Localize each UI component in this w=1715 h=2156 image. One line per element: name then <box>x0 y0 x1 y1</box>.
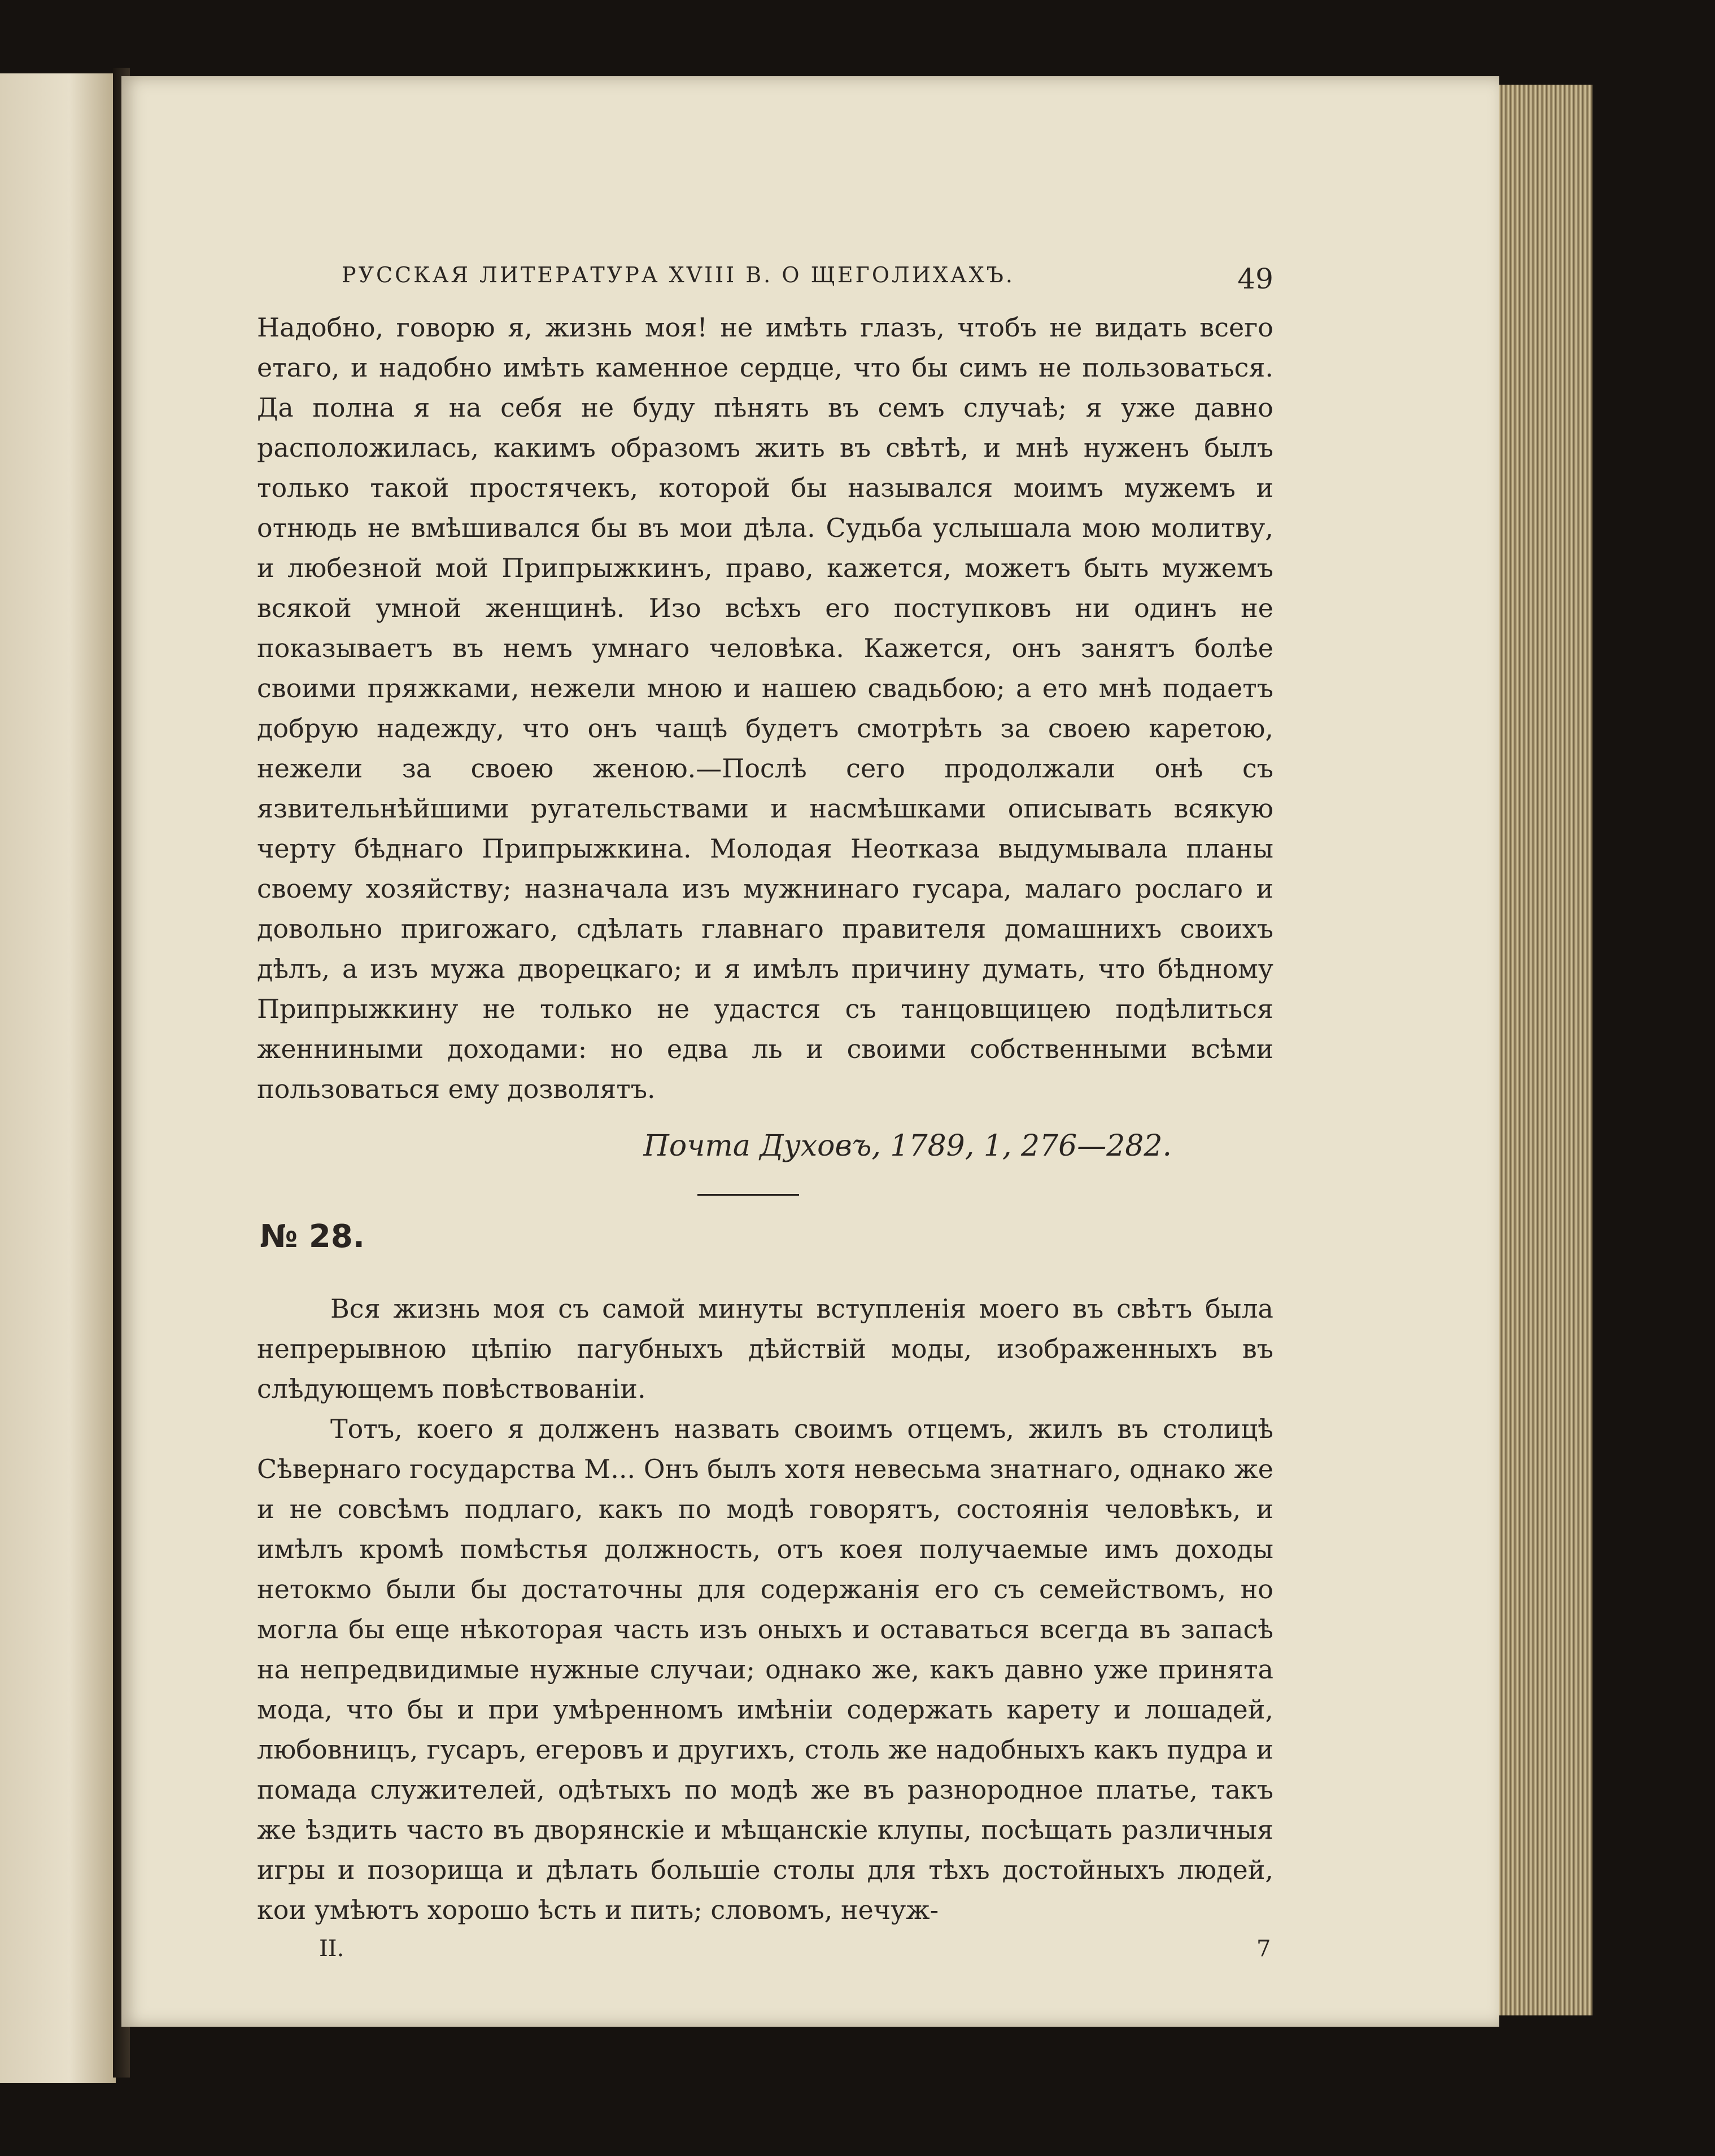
page-number: 49 <box>1237 263 1273 295</box>
running-title: РУССКАЯ ЛИТЕРАТУРА XVIII В. О ЩЕГОЛИХАХЪ. <box>342 263 1015 287</box>
left-page <box>0 73 116 2083</box>
book-page <box>121 76 1499 2027</box>
body-text <box>257 308 1273 1930</box>
sheet-number: 7 <box>1256 1936 1271 1962</box>
paragraph-2: Тотъ, коего я долженъ назвать своимъ отцемъ, жилъ въ столицѣ Сѣвернаго государства М... Онъ былъ хотя невесьма знатнаго, однако же и не совсѣмъ подлаго, какъ по модѣ говорятъ, состоянія человѣкъ, и имѣлъ кромѣ помѣстья должность, отъ коея получаемые имъ доходы нетокмо были бы достаточны для содержанія его съ семействомъ, но могла бы еще нѣкоторая часть изъ оныхъ и оставаться всегда въ запасѣ на непредвидимые нужные случаи; однако же, какъ давно уже принята мода, что бы и при умѣренномъ имѣніи содержать карету и лошадей, любовницъ, гусаръ, егеровъ и другихъ, столь же надобныхъ какъ пудра и помада служителей, одѣтыхъ по модѣ же въ разнородное платье, такъ же ѣздить часто въ дворянскіе и мѣщанскіе клупы, посѣщать различныя игры и позорища и дѣлать большіе столы для тѣхъ достойныхъ людей, кои умѣютъ хорошо ѣсть и пить; словомъ, нечуж- <box>257 1414 1273 1925</box>
page-edges <box>1496 85 1592 2015</box>
section-divider <box>697 1194 799 1196</box>
running-head <box>257 263 1273 308</box>
signature-mark: II. <box>319 1936 344 1962</box>
first-passage: Надобно, говорю я, жизнь моя! не имѣть глазъ, чтобъ не видать всего етаго, и надобно имѣть каменное сердце, что бы симъ не пользоваться. Да полна я на себя не буду пѣнять въ семъ случаѣ; я уже давно расположилась, какимъ образомъ жить въ свѣтѣ, и мнѣ нуженъ былъ только такой простячекъ, которой бы назывался моимъ мужемъ и отнюдь не вмѣшивался бы въ мои дѣла. Судьба услышала мою молитву, и любезной мой Припрыжкинъ, право, кажется, можетъ быть мужемъ всякой умной женщинѣ. Изо всѣхъ его поступковъ ни одинъ не показываетъ въ немъ умнаго человѣка. Кажется, онъ занятъ болѣе своими пряжками, нежели мною и нашею свадьбою; а ето мнѣ подаетъ добрую надежду, что онъ чащѣ будетъ смотрѣть за своею каретою, нежели за своею женою.—Послѣ сего продолжали онѣ съ язвительнѣйшими ругательствами и насмѣшками описывать всякую черту бѣднаго Припрыжкина. Молодая Неотказа выдумывала планы своему хозяйству; назначала изъ мужнинаго гусара, малаго рослаго и довольно пригожаго, сдѣлать главнаго правителя домашнихъ своихъ дѣлъ, а изъ мужа дворецкаго; и я имѣлъ причину думать, что бѣдному Припрыжкину не только не удастся съ танцовщицею подѣлиться женниными доходами: но едва ль и своими собственными всѣми пользоваться ему дозволятъ. <box>257 312 1273 1104</box>
paragraph-1: Вся жизнь моя съ самой минуты вступленія моего въ свѣтъ была непрерывною цѣпію пагубныхъ дѣйствій моды, изображенныхъ въ слѣдующемъ повѣствованіи. <box>257 1293 1273 1404</box>
source-citation: Почта Духовъ, 1789, 1, 276—282. <box>643 1129 1172 1163</box>
page-footer <box>257 1936 1273 1981</box>
section-number: № 28. <box>260 1218 365 1255</box>
page-content <box>257 263 1273 1981</box>
